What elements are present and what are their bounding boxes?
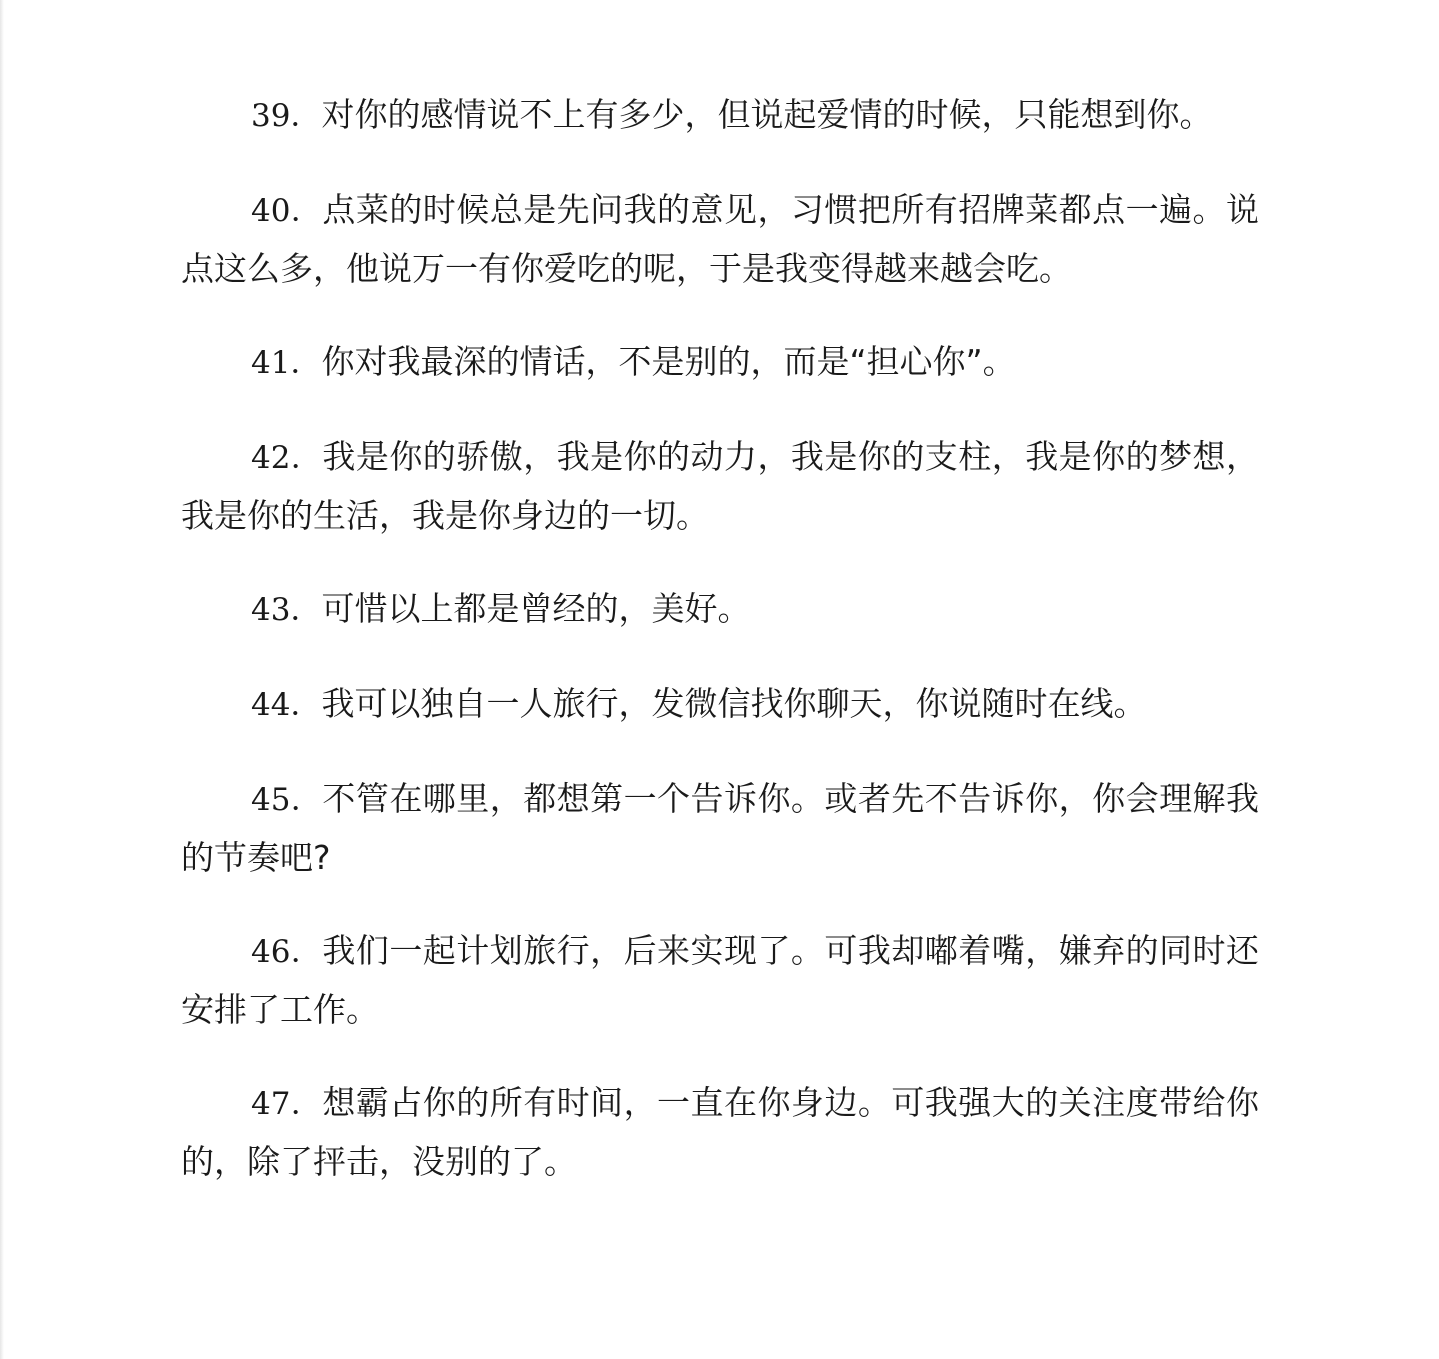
paragraph-text: 我可以独自一人旅行，发微信找你聊天，你说随时在线。 xyxy=(321,684,1147,723)
paragraph-41 xyxy=(181,333,1259,392)
paragraph-number: 39． xyxy=(251,98,322,134)
paragraph-number: 46． xyxy=(251,934,323,970)
paragraph-text: 对你的感情说不上有多少，但说起爱情的时候，只能想到你。 xyxy=(321,95,1213,134)
document-body xyxy=(181,86,1259,1226)
paragraph-text: 想霸占你的所有时间，一直在你身边。可我强大的关注度带给你的，除了抨击，没别的了。 xyxy=(181,1083,1260,1181)
paragraph-number: 43． xyxy=(251,592,322,628)
paragraph-43 xyxy=(181,580,1259,639)
paragraph-number: 45． xyxy=(251,782,323,818)
paragraph-number: 42． xyxy=(251,440,323,476)
paragraph-number: 47． xyxy=(251,1086,323,1122)
paragraph-44 xyxy=(181,675,1259,734)
paragraph-number: 40． xyxy=(251,193,323,229)
paragraph-text: 我们一起计划旅行，后来实现了。可我却嘟着嘴，嫌弃的同时还安排了工作。 xyxy=(181,931,1260,1029)
paragraph-42 xyxy=(181,428,1259,544)
paragraph-39 xyxy=(181,86,1259,145)
paragraph-47 xyxy=(181,1074,1259,1190)
paragraph-text: 点菜的时候总是先问我的意见，习惯把所有招牌菜都点一遍。说点这么多，他说万一有你爱吃的呢，于是我变得越来越会吃。 xyxy=(181,190,1260,288)
paragraph-number: 44． xyxy=(251,687,322,723)
paragraph-40 xyxy=(181,181,1259,297)
paragraph-text: 可惜以上都是曾经的，美好。 xyxy=(321,589,751,628)
paragraph-46 xyxy=(181,922,1259,1038)
paragraph-text: 我是你的骄傲，我是你的动力，我是你的支柱，我是你的梦想，我是你的生活，我是你身边的一切。 xyxy=(181,437,1260,535)
paragraph-45 xyxy=(181,770,1259,886)
paragraph-number: 41． xyxy=(251,345,322,381)
paragraph-text: 不管在哪里，都想第一个告诉你。或者先不告诉你，你会理解我的节奏吧? xyxy=(181,779,1260,877)
paragraph-text: 你对我最深的情话，不是别的，而是“担心你”。 xyxy=(321,342,1016,381)
